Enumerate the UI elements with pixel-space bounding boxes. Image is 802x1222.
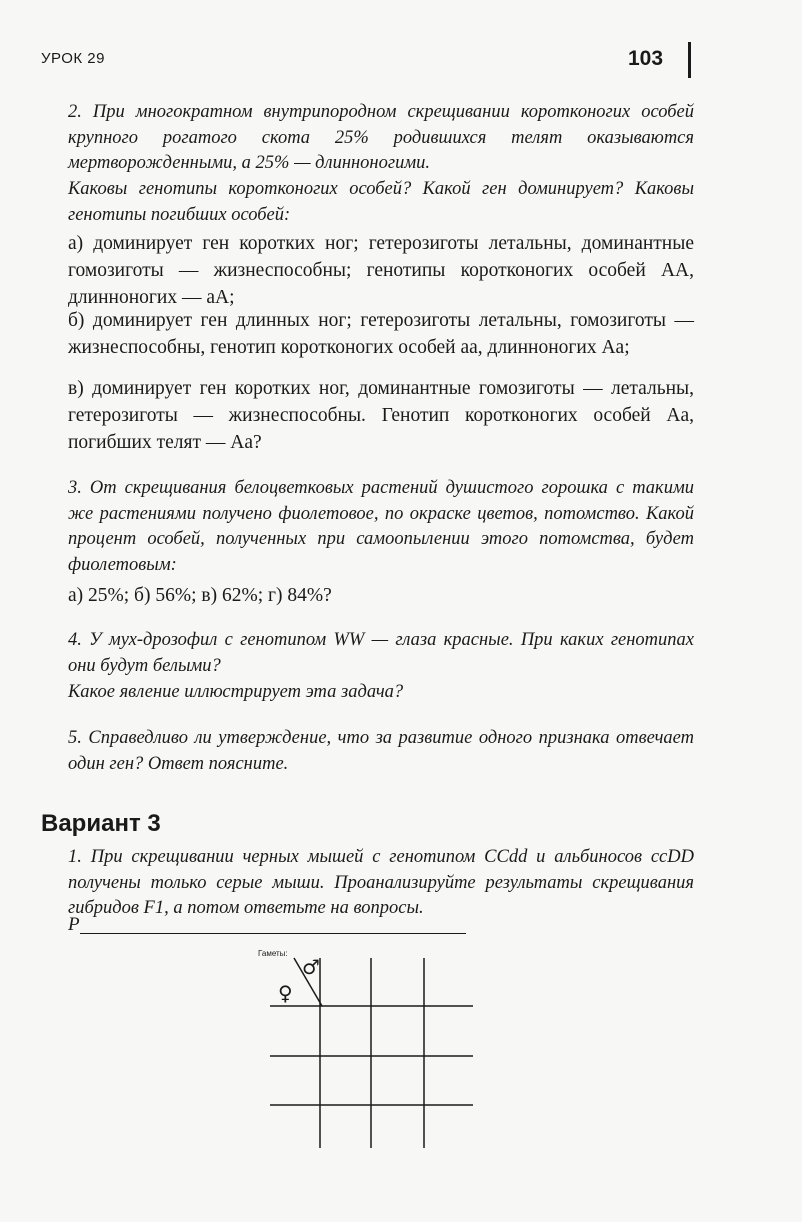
female-icon: ♀ [278, 981, 293, 1005]
page-header-lesson: УРОК 29 [41, 50, 105, 67]
task2-option-a: а) доминирует ген коротких ног; гетерозиготы летальны, доминантные гомозиготы — жизнеспособны; генотипы коротконогих особей AA, длинноногих — aA; [68, 233, 694, 308]
task2-option-c: в) доминирует ген коротких ног, доминантные гомозиготы — летальны, гетерозиготы — жизнеспособны. Генотип коротконогих особей Aa, погибших телят — Aa? [68, 378, 694, 453]
task4-subquestion: Какое явление иллюстрирует эта задача? [68, 682, 404, 702]
task2-question: 2. При многократном внутрипородном скрещивании коротконогих особей крупного рогатого скота 25% родившихся телят оказываются мертворожденными, а 25% — длинноногими. [68, 102, 694, 173]
variant-heading: Вариант 3 [41, 810, 161, 837]
task2-option-b: б) доминирует ген длинных ног; гетерозиготы летальны, гомозиготы — жизнеспособны, генотип коротконогих особей aa, длинноногих Aa; [68, 310, 694, 358]
male-icon: ♂ [302, 955, 320, 979]
page-number: 103 [628, 47, 664, 70]
punnett-grid [258, 948, 478, 1148]
task5-question: 5. Справедливо ли утверждение, что за развитие одного признака отвечает один ген? Ответ поясните. [68, 728, 694, 774]
task4-question: 4. У мух-дрозофил с генотипом WW — глаза красные. При каких генотипах они будут белыми? [68, 630, 694, 676]
task3-options: а) 25%; б) 56%; в) 62%; г) 84%? [68, 585, 332, 606]
parents-label: P [68, 914, 80, 935]
task3-question: 3. От скрещивания белоцветковых растений душистого горошка с такими же растениями получено фиолетовое, по окраске цветов, потомство. Какой процент особей, полученных при самоопылении этого потомства, будет фиолетовым: [68, 478, 694, 575]
header-divider [688, 42, 691, 78]
variant3-task1: 1. При скрещивании черных мышей с генотипом CCdd и альбиносов ccDD получены только серые мыши. Проанализируйте результаты скрещивания гибридов F1, а потом ответьте на вопросы. [68, 847, 694, 918]
parents-answer-line [80, 933, 466, 934]
task2-subquestion: Каковы генотипы коротконогих особей? Какой ген доминирует? Каковы генотипы погибших особей: [68, 179, 694, 225]
gametes-label: Гаметы: [258, 949, 288, 958]
